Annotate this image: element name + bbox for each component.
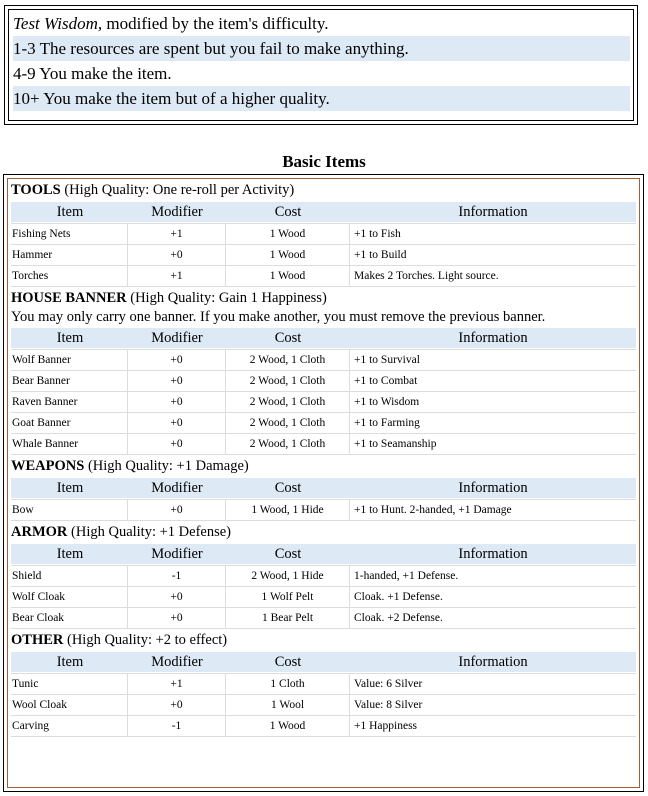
section-note: You may only carry one banner. If you make another, you must remove the previous banner. [11,309,546,325]
column-header: Information [458,654,528,670]
item-name: Wolf Cloak [11,587,128,607]
table-row [11,245,636,266]
item-cost: 1 Cloth [226,674,350,694]
item-modifier: +1 [128,674,226,694]
item-name: Tunic [11,674,128,694]
result-fail: 1-3 The resources are spent but you fail to make anything. [13,36,630,61]
item-information: +1 to Hunt. 2-handed, +1 Damage [354,504,512,516]
item-modifier: +0 [128,413,226,433]
column-header: Information [458,480,528,496]
column-header-row [11,328,636,348]
section-spacer [11,737,636,739]
column-header: Cost [274,480,302,496]
column-header: Modifier [151,546,203,562]
item-information: +1 to Farming [354,417,420,429]
item-name: Fishing Nets [11,224,128,244]
item-information: +1 Happiness [354,720,418,732]
item-modifier: +0 [128,608,226,628]
page-title: Basic Items [282,152,366,171]
table-row [11,266,636,287]
section-heading-other [11,631,636,650]
item-cost: 2 Wood, 1 Cloth [226,371,350,391]
item-cost: 2 Wood, 1 Hide [226,566,350,586]
column-header-row [11,544,636,564]
section-name: ARMOR [11,524,68,540]
section-name: OTHER [11,632,64,648]
item-cost: 1 Wood [226,716,350,736]
table-row [11,587,636,608]
column-header-row [11,478,636,498]
section-quality: (High Quality: +1 Defense) [71,524,231,540]
section-quality: (High Quality: One re-roll per Activity) [64,182,295,198]
table-row [11,608,636,629]
table-row [11,434,636,455]
column-header: Modifier [151,204,203,220]
column-header: Modifier [151,330,203,346]
item-name: Hammer [11,245,128,265]
column-header: Item [56,204,84,220]
table-row [11,371,636,392]
item-name: Raven Banner [11,392,128,412]
test-instruction [13,11,630,36]
item-name: Carving [11,716,128,736]
column-header: Cost [274,654,302,670]
item-name: Torches [11,266,128,286]
item-modifier: +0 [128,434,226,454]
table-row [11,392,636,413]
item-information: 1-handed, +1 Defense. [354,570,459,582]
item-cost: 1 Wood [226,224,350,244]
section-heading-armor [11,523,636,542]
table-row [11,499,636,521]
item-modifier: -1 [128,566,226,586]
item-cost: 1 Wolf Pelt [226,587,350,607]
item-name: Goat Banner [11,413,128,433]
item-modifier: +0 [128,392,226,412]
item-cost: 1 Wood, 1 Hide [226,500,350,520]
table-row [11,695,636,716]
item-modifier: +1 [128,224,226,244]
section-quality: (High Quality: +2 to effect) [67,632,228,648]
table-row [11,565,636,587]
item-modifier: +0 [128,371,226,391]
crafting-rules-inner [8,9,634,121]
item-name: Wolf Banner [11,350,128,370]
item-information: Makes 2 Torches. Light source. [354,270,499,282]
column-header: Item [56,654,84,670]
item-cost: 1 Wool [226,695,350,715]
item-information: +1 to Seamanship [354,438,437,450]
item-information: +1 to Survival [354,354,420,366]
section-name: TOOLS [11,182,61,198]
result-success: 4-9 You make the item. [13,64,172,83]
column-header-row [11,652,636,672]
item-cost: 2 Wood, 1 Cloth [226,392,350,412]
column-header: Cost [274,330,302,346]
section-heading-house-banner [11,289,636,308]
table-row [11,349,636,371]
item-modifier: +0 [128,695,226,715]
test-rest: modified by the item's difficulty. [102,14,329,33]
column-header: Information [458,330,528,346]
item-information: +1 to Fish [354,228,401,240]
item-modifier: -1 [128,716,226,736]
item-cost: 1 Wood [226,245,350,265]
item-modifier: +0 [128,587,226,607]
item-name: Shield [11,566,128,586]
section-heading-tools [11,181,636,200]
section-quality: (High Quality: Gain 1 Happiness) [130,290,327,306]
crafting-rules-box [4,5,638,125]
result-high-quality: 10+ You make the item but of a higher quality. [13,86,630,111]
item-information: Value: 6 Silver [354,678,423,690]
item-information: +1 to Build [354,249,407,261]
column-header: Cost [274,204,302,220]
column-header: Information [458,546,528,562]
table-row [11,223,636,245]
item-information: Cloak. +1 Defense. [354,591,443,603]
column-header: Modifier [151,654,203,670]
column-header-row [11,202,636,222]
section-quality: (High Quality: +1 Damage) [87,458,249,474]
item-modifier: +0 [128,350,226,370]
column-header: Item [56,546,84,562]
item-cost: 2 Wood, 1 Cloth [226,434,350,454]
item-cost: 2 Wood, 1 Cloth [226,413,350,433]
section-name: WEAPONS [11,458,85,474]
item-information: Value: 8 Silver [354,699,423,711]
column-header: Item [56,480,84,496]
item-cost: 2 Wood, 1 Cloth [226,350,350,370]
column-header: Item [56,330,84,346]
item-information: +1 to Combat [354,375,418,387]
basic-items-inner [7,178,640,788]
item-name: Wool Cloak [11,695,128,715]
item-cost: 1 Bear Pelt [226,608,350,628]
item-name: Bow [11,500,128,520]
item-modifier: +0 [128,500,226,520]
table-row [11,716,636,737]
table-row [11,673,636,695]
table-row [11,413,636,434]
item-modifier: +1 [128,266,226,286]
item-information: Cloak. +2 Defense. [354,612,443,624]
column-header: Cost [274,546,302,562]
item-information: +1 to Wisdom [354,396,420,408]
section-heading-weapons [11,457,636,476]
item-modifier: +0 [128,245,226,265]
section-name: HOUSE BANNER [11,290,127,306]
item-name: Bear Cloak [11,608,128,628]
test-label: Test Wisdom, [13,14,103,33]
column-header: Information [458,204,528,220]
item-name: Bear Banner [11,371,128,391]
basic-items-table [3,174,644,792]
item-cost: 1 Wood [226,266,350,286]
item-name: Whale Banner [11,434,128,454]
column-header: Modifier [151,480,203,496]
